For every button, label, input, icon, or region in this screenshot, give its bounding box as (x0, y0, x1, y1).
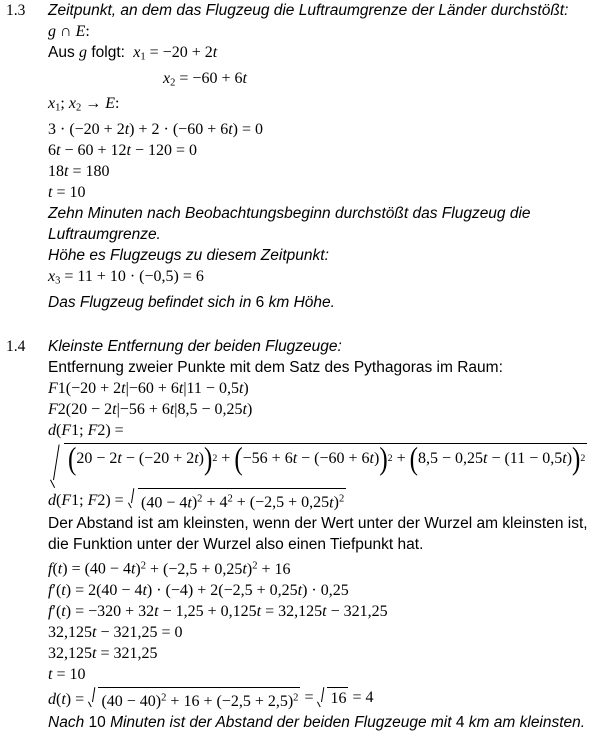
substitute-label: $x_1$; $x_2 \to E$: (48, 95, 120, 115)
big-radical (50, 443, 587, 485)
height-result-post: Höhe. (293, 293, 335, 311)
task-1-3 (0, 0, 613, 313)
derivative-f-step-1: f′(t) = 2(40 − 4t) · (−4) + 2(−2,5 + 0,25t) · 0,25 (48, 581, 349, 599)
equation-step-1: 3 · (−20 + 2t) + 2 · (−60 + 6t) = 0 (48, 121, 264, 139)
task-1-4-body (48, 336, 613, 733)
aus-g-folgt-line (48, 42, 609, 68)
x2-equation-line (48, 68, 609, 94)
function-f: $f(t) = (40 - 4t)^2 + (-2,5 + 0,25t)^2 + 16$ (48, 560, 291, 578)
radical-sign-icon (128, 488, 138, 507)
final-pre: Nach (48, 714, 85, 732)
equation-step-4: t = 10 (48, 184, 86, 202)
intersection-label: g ∩ E: (48, 23, 90, 40)
final-post: am kleinsten. (493, 714, 586, 732)
task-1-3-number: 1.3 (6, 2, 26, 19)
radical-final: $(40 - 40)^2 + 16 + (-2,5 + 2,5)^2$ = 16 = 4 (88, 687, 373, 712)
final-time-value: 10 (88, 714, 106, 732)
equation-step-3: 18t = 180 (48, 163, 110, 181)
height-result (48, 292, 609, 313)
task-1-4-heading: Kleinste Entfernung der beiden Flugzeuge: (48, 337, 342, 355)
radical-sixteen: 16 (317, 687, 348, 712)
final-unit: km (468, 714, 490, 732)
point-f1: F1(−20 + 2t|−60 + 6t|11 − 0,5t) (48, 379, 249, 397)
height-result-value: 6 (255, 293, 265, 311)
distance-label: d(F1; F2) = (48, 421, 124, 439)
solve-step-2: 32,125t = 321,25 (48, 644, 158, 662)
final-conclusion (48, 712, 609, 733)
x2-equation: $x_2 = -60 + 6t$ (163, 69, 247, 89)
task-1-4-number: 1.4 (6, 337, 26, 355)
height-result-unit: km (268, 293, 290, 311)
equation-step-2: 6t − 60 + 12t − 120 = 0 (48, 142, 197, 160)
final-mid: Minuten ist der Abstand der beiden Flugzeuge mit (110, 714, 452, 732)
distance-simplified: d(F1; F2) = $(40 - 4t)^2 + 4^2 + (-2,5 + 0,25t)^2$ (48, 488, 609, 513)
task-separator (0, 313, 613, 336)
distance-final: d(t) = $(40 - 40)^2 + 16 + (-2,5 + 2,5)^2$ = 16 = 4 (48, 688, 374, 711)
radical-simplified: $(40 - 4t)^2 + 4^2 + (-2,5 + 0,25t)^2$ (128, 488, 346, 513)
radical-sign-icon (317, 687, 327, 706)
big-radical-body: ( 20 − 2t − (−20 + 2t) ) 2 + ( −56 + 6t − (−60 + 6t) ) 2 + ( 8,5 − 0,25t − (11 − 0,5t) ) 2 (64, 443, 587, 485)
radical-sign-icon (88, 687, 98, 706)
x3-equation: $x_3 = 11 + 10 \cdot (-0,5) = 6$ (48, 268, 204, 287)
task-1-4 (0, 336, 613, 733)
explanation-text: Der Abstand ist am kleinsten, wenn der Wert unter der Wurzel am kleinsten ist, die Funktion unter der Wurzel also einen Tiefpunkt hat. (48, 515, 588, 554)
final-distance-value: 4 (455, 714, 465, 732)
task-1-3-heading: Zeitpunkt, an dem das Flugzeug die Luftraumgrenze der Länder durchstößt: (48, 2, 569, 19)
height-label: Höhe es Flugzeugs zu diesem Zeitpunkt: (48, 247, 329, 265)
big-radical-expression (48, 443, 609, 485)
solve-step-1: 32,125t − 321,25 = 0 (48, 623, 183, 641)
solve-step-3: t = 10 (48, 665, 86, 683)
pythagoras-line: Entfernung zweier Punkte mit dem Satz des Pythagoras im Raum: (48, 358, 503, 376)
radical-sign-icon (50, 443, 64, 485)
x1-equation: $x_1 = -20 + 2t$ (133, 44, 218, 63)
derivative-f-step-2: f′(t) = −320 + 32t − 1,25 + 0,125t = 32,125t − 321,25 (48, 602, 388, 620)
height-result-pre: Das Flugzeug befindet sich in (48, 293, 252, 311)
point-f2: F2(20 − 2t|−56 + 6t|8,5 − 0,25t) (48, 400, 253, 418)
aus-g-folgt-label: Aus g folgt: (48, 44, 125, 61)
task-1-3-body (48, 0, 613, 313)
task-1-3-conclusion: Zehn Minuten nach Beobachtungsbeginn durchstößt das Flugzeug die Luftraumgrenze. (48, 205, 531, 244)
